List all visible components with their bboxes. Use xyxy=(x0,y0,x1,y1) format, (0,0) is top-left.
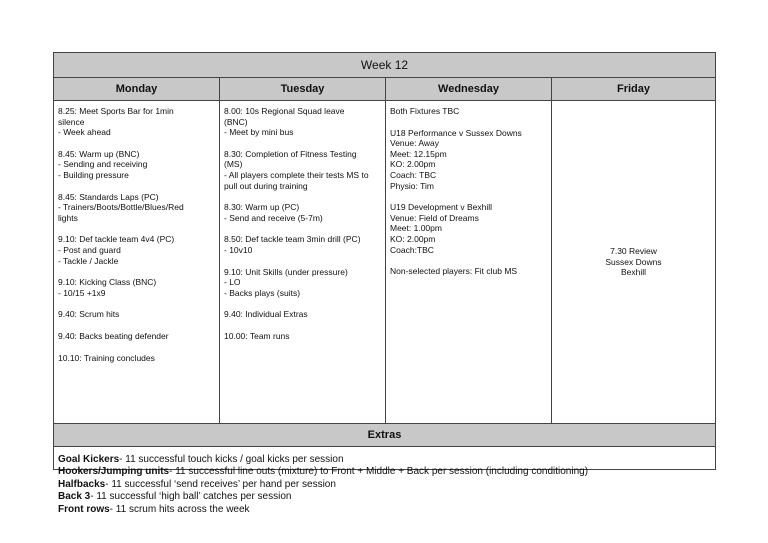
wednesday-entry-line: KO: 2.00pm xyxy=(390,159,436,170)
tuesday-entry xyxy=(224,106,381,138)
wednesday-entry-line: KO: 2.00pm xyxy=(390,233,436,244)
monday-entry-line: 9.10: Kicking Class (BNC) xyxy=(58,277,157,288)
monday-entry-line: 9.40: Scrum hits xyxy=(58,309,120,320)
tuesday-entry xyxy=(224,309,381,320)
monday-entry xyxy=(58,234,215,266)
wednesday-entry-line: Both Fixtures TBC xyxy=(390,106,460,116)
extras-item-label: Back 3 xyxy=(58,491,91,503)
monday-entry-line: lights xyxy=(58,212,78,223)
tuesday-entry-line: - Backs plays (suits) xyxy=(224,287,301,298)
extras-item-text: - 11 scrum hits across the week xyxy=(109,503,250,515)
monday-entry xyxy=(58,106,215,138)
wednesday-entry-line: Coach:TBC xyxy=(390,244,434,255)
wednesday-column xyxy=(386,101,552,423)
tuesday-entry-line: 8.30: Warm up (PC) xyxy=(224,202,300,213)
wednesday-entry-line: Coach: TBC xyxy=(390,169,437,180)
extras-item-text: - 11 successful touch kicks / goal kicks per session xyxy=(119,454,344,465)
monday-entry-line: 8.45: Warm up (BNC) xyxy=(58,148,140,159)
extras-item-label: Front rows xyxy=(58,503,110,515)
extras-list xyxy=(54,447,715,516)
header-tuesday: Tuesday xyxy=(220,78,386,100)
monday-entry xyxy=(58,149,215,181)
schedule-body-row xyxy=(54,101,715,424)
tuesday-entry-line: 9.10: Unit Skills (under pressure) xyxy=(224,266,348,277)
tuesday-entry-line: (BNC) xyxy=(224,116,248,127)
training-schedule-table xyxy=(53,52,716,515)
extras-item-text: - 11 successful line outs (mixture) to Front + Middle + Back per session (including conditioning) xyxy=(169,466,589,478)
friday-column xyxy=(552,101,715,423)
monday-entry-line: 9.40: Backs beating defender xyxy=(58,330,169,341)
day-header-row xyxy=(54,78,715,101)
extras-item xyxy=(58,454,711,466)
wednesday-entry-line: Venue: Away xyxy=(390,138,439,149)
monday-entry-line: - Post and guard xyxy=(58,244,121,255)
extras-item xyxy=(58,491,711,503)
extras-item-text: - 11 successful ‘send receives’ per hand per session xyxy=(105,478,336,490)
friday-line: Bexhill xyxy=(620,267,647,278)
wednesday-entry-line: Meet: 1.00pm xyxy=(390,223,442,234)
friday-line: Sussex Downs xyxy=(605,256,662,267)
tuesday-entry-line: pull out during training xyxy=(224,180,308,191)
tuesday-entry-line: - Meet by mini bus xyxy=(224,127,294,138)
header-friday: Friday xyxy=(616,83,650,95)
monday-entry-line: 8.45: Standards Laps (PC) xyxy=(58,191,159,202)
wednesday-entry-line: Venue: Field of Dreams xyxy=(390,212,479,223)
extras-header: Extras xyxy=(54,424,715,447)
monday-entry-line: 8.25: Meet Sports Bar for 1min xyxy=(58,106,174,116)
wednesday-entry xyxy=(390,266,547,277)
friday-note xyxy=(605,246,661,278)
tuesday-entry xyxy=(224,267,381,299)
wednesday-entry xyxy=(390,128,547,192)
week-title: Week 12 xyxy=(54,53,715,78)
tuesday-entry-line: - All players complete their tests MS to xyxy=(224,169,369,180)
extras-item xyxy=(58,479,711,491)
tuesday-entry xyxy=(224,202,381,223)
wednesday-entry xyxy=(390,106,547,117)
tuesday-column xyxy=(220,101,386,423)
tuesday-entry xyxy=(224,149,381,191)
monday-entry-line: 9.10: Def tackle team 4v4 (PC) xyxy=(58,234,175,245)
monday-entry-line: - Sending and receiving xyxy=(58,159,148,170)
extras-item-label: Goal Kickers xyxy=(58,454,120,465)
wednesday-entry-line: Meet: 12.15pm xyxy=(390,148,447,159)
extras-item xyxy=(58,504,711,516)
wednesday-entry-line: U19 Development v Bexhill xyxy=(390,202,493,213)
tuesday-entry-line: 10.00: Team runs xyxy=(224,330,290,341)
extras-item-label: Halfbacks xyxy=(58,478,106,490)
monday-entry xyxy=(58,309,215,320)
tuesday-entry-line: - 10v10 xyxy=(224,244,253,255)
wednesday-entry-line: U18 Performance v Sussex Downs xyxy=(390,127,522,138)
tuesday-entry-line: - LO xyxy=(224,277,241,288)
tuesday-entry xyxy=(224,234,381,255)
extras-item-text: - 11 successful ‘high ball’ catches per session xyxy=(90,491,292,503)
tuesday-entry-line: 8.00: 10s Regional Squad leave xyxy=(224,106,345,116)
monday-entry-line: - Week ahead xyxy=(58,127,111,138)
wednesday-entry-line: Physio: Tim xyxy=(390,180,434,191)
tuesday-entry-line: - Send and receive (5-7m) xyxy=(224,212,323,223)
monday-entry-line: - Tackle / Jackle xyxy=(58,255,119,266)
monday-entry xyxy=(58,192,215,224)
monday-entry-line: - Building pressure xyxy=(58,169,129,180)
wednesday-entry xyxy=(390,202,547,255)
monday-column xyxy=(54,101,220,423)
header-wednesday: Wednesday xyxy=(386,78,552,100)
tuesday-entry-line: 8.30: Completion of Fitness Testing xyxy=(224,148,357,159)
monday-entry-line: - 10/15 +1x9 xyxy=(58,287,106,298)
extras-item xyxy=(58,466,711,478)
wednesday-entry-line: Non-selected players: Fit club MS xyxy=(390,266,518,277)
monday-entry xyxy=(58,277,215,298)
extras-item-label: Hookers/Jumping units xyxy=(58,466,170,478)
header-monday: Monday xyxy=(54,78,220,100)
monday-entry-line: 10.10: Training concludes xyxy=(58,352,155,363)
monday-entry-line: silence xyxy=(58,116,85,127)
tuesday-entry-line: (MS) xyxy=(224,159,243,170)
tuesday-entry-line: 9.40: Individual Extras xyxy=(224,309,308,320)
tuesday-entry xyxy=(224,331,381,342)
monday-entry xyxy=(58,353,215,364)
friday-line: 7.30 Review xyxy=(610,246,657,257)
tuesday-entry-line: 8.50: Def tackle team 3min drill (PC) xyxy=(224,234,361,245)
monday-entry-line: - Trainers/Boots/Bottle/Blues/Red xyxy=(58,202,184,213)
monday-entry xyxy=(58,331,215,342)
